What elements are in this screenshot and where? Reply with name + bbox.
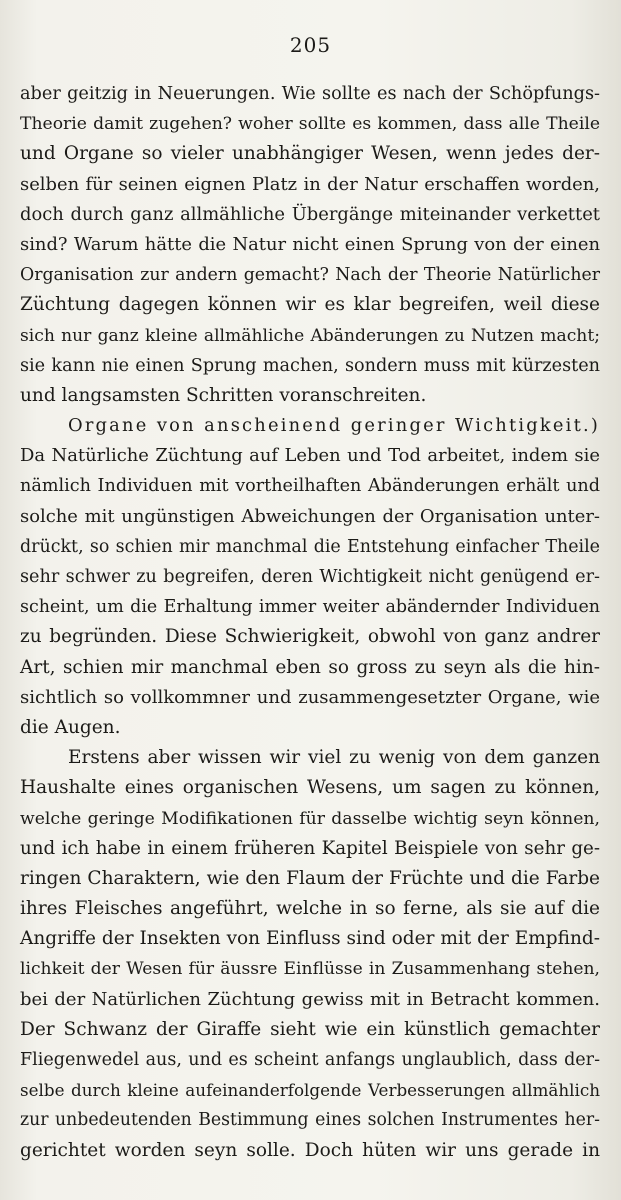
paragraph-end-line: und langsamsten Schritten voranschreiten. — [20, 384, 427, 406]
text-line: selben für seinen eignen Platz in der Natur erschaffen worden, — [20, 173, 600, 195]
text-line: scheint, um die Erhaltung immer weiter abändernder Individuen — [20, 597, 600, 618]
text-line: sichtlich so vollkommner und zusammengesetzter Organe, wie — [20, 686, 600, 708]
text-line: selbe durch kleine aufeinanderfolgende Verbesserungen allmählich — [20, 1080, 600, 1101]
text-line: bei der Natürlichen Züchtung gewiss mit in Betracht kommen. — [20, 988, 600, 1010]
section-heading: Organe von anscheinend geringer Wichtigkeit.) — [68, 415, 600, 437]
text-line: Art, schien mir manchmal eben so gross zu seyn als die hin- — [20, 656, 600, 678]
text-line: solche mit ungünstigen Abweichungen der Organisation unter- — [20, 505, 600, 527]
text-line: Organisation zur andern gemacht? Nach der Theorie Natürlicher — [20, 265, 600, 286]
text-line: gerichtet worden seyn solle. Doch hüten wir uns gerade in — [20, 1139, 600, 1161]
text-line: Der Schwanz der Giraffe sieht wie ein künstlich gemachter — [20, 1018, 600, 1040]
text-line: Züchtung dagegen können wir es klar begreifen, weil diese — [20, 294, 600, 316]
text-line: zur unbedeutenden Bestimmung eines solchen Instrumentes her- — [20, 1110, 600, 1131]
text-line: Haushalte eines organischen Wesens, um sagen zu können, — [20, 777, 600, 799]
text-line: sehr schwer zu begreifen, deren Wichtigkeit nicht genügend er- — [20, 567, 600, 587]
text-line: sich nur ganz kleine allmähliche Abänderungen zu Nutzen macht; — [20, 325, 600, 346]
paragraph-end-line: die Augen. — [20, 716, 121, 738]
text-line: welche geringe Modifikationen für dasselbe wichtig seyn können, — [20, 808, 600, 829]
text-line: Fliegenwedel aus, und es scheint anfangs unglaublich, dass der- — [20, 1050, 600, 1070]
text-line: und ich habe in einem früheren Kapitel Beispiele von sehr ge- — [20, 837, 600, 859]
text-line: sie kann nie einen Sprung machen, sondern muss mit kürzesten — [20, 355, 600, 376]
text-line: aber geitzig in Neuerungen. Wie sollte es nach der Schöpfungs- — [20, 84, 600, 104]
text-line: ihres Fleisches angeführt, welche in so ferne, als sie auf die — [20, 898, 600, 920]
text-line: drückt, so schien mir manchmal die Entstehung einfacher Theile — [20, 536, 600, 557]
text-line: doch durch ganz allmähliche Übergänge miteinander verkettet — [20, 203, 600, 225]
text-line: sind? Warum hätte die Natur nicht einen Sprung von der einen — [20, 233, 600, 255]
text-line: lichkeit der Wesen für äussre Einflüsse in Zusammenhang stehen, — [20, 959, 600, 980]
text-line: zu begründen. Diese Schwierigkeit, obwohl von ganz andrer — [20, 626, 600, 648]
text-line: und Organe so vieler unabhängiger Wesen, wenn jedes der- — [20, 143, 600, 165]
text-line: Theorie damit zugehen? woher sollte es kommen, dass alle Theile — [20, 114, 600, 135]
text-line: Angriffe der Insekten von Einfluss sind oder mit der Empfind- — [20, 928, 600, 950]
text-line: nämlich Individuen mit vortheilhaften Abänderungen erhält und — [20, 476, 600, 497]
text-line: ringen Charaktern, wie den Flaum der Früchte und die Farbe — [20, 867, 600, 889]
body-text — [20, 79, 600, 1166]
text-line: Da Natürliche Züchtung auf Leben und Tod arbeitet, indem sie — [20, 445, 600, 467]
page-number: 205 — [289, 33, 332, 57]
paragraph-start-line: Erstens aber wissen wir viel zu wenig von dem ganzen — [68, 747, 600, 769]
